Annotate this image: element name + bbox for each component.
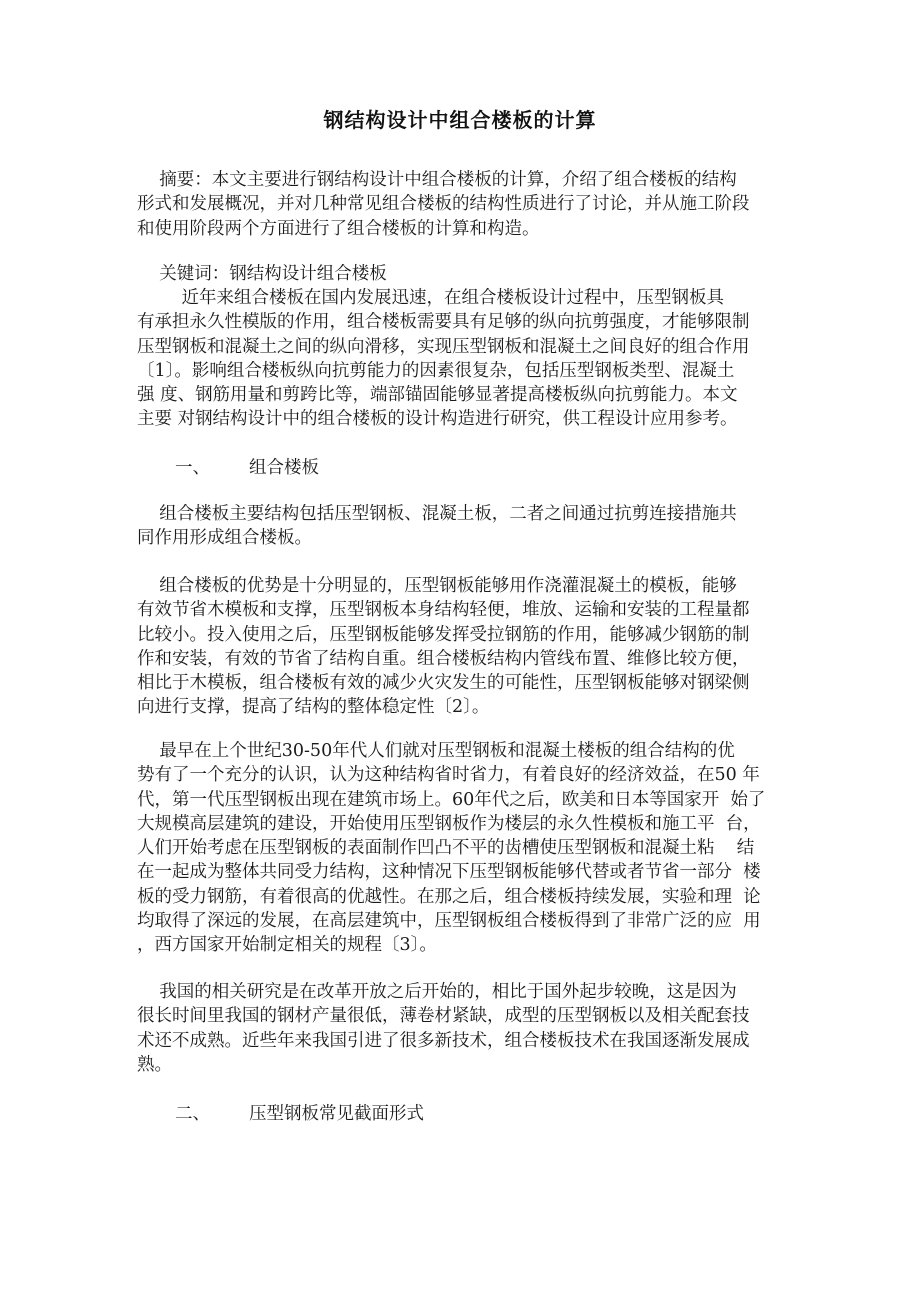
text-line: 代，第一代压型钢板出现在建筑市场上。60年代之后，欧美和日本等国家开 始了 [137, 789, 766, 810]
text-line: 主要 对钢结构设计中的组合楼板的设计构造进行研究，供工程设计应用参考。 [137, 409, 738, 430]
text-line: ，西方国家开始制定相关的规程〔3〕。 [137, 935, 437, 956]
section-heading-1 [175, 454, 319, 479]
document-title: 钢结构设计中组合楼板的计算 [323, 108, 597, 132]
text-line: 均取得了深远的发展，在高层建筑中，压型钢板组合楼板得到了非常广泛的应 用 [137, 911, 761, 932]
text-line: 和使用阶段两个方面进行了组合楼板的计算和构造。 [137, 218, 540, 239]
text-line: 组合楼板主要结构包括压型钢板、混凝土板，二者之间通过抗剪连接措施共 [137, 504, 737, 524]
text-line: 我国的相关研究是在改革开放之后开始的，相比于国外起步较晚，这是因为 [137, 982, 737, 1002]
keywords-paragraph [137, 262, 787, 286]
body-paragraph [137, 574, 787, 720]
section-title: 压型钢板常见截面形式 [249, 1104, 424, 1124]
text-line: 板的受力钢筋，有着很高的优越性。在那之后，组合楼板持续发展，实验和理 论 [137, 886, 761, 907]
text-line: 比较小。投入使用之后，压型钢板能够发挥受拉钢筋的作用，能够减少钢筋的制 [137, 624, 750, 645]
text-line: 形式和发展概况，并对几种常见组合楼板的结构性质进行了讨论，并从施工阶段 [137, 194, 750, 215]
text-line: 强 度、钢筋用量和剪跨比等，端部锚固能够显著提高楼板纵向抗剪能力。本文 [137, 385, 738, 406]
text-line: 〔1〕。影响组合楼板纵向抗剪能力的因素很复杂，包括压型钢板类型、混凝土 [137, 360, 735, 381]
text-line: 最早在上个世纪30-50年代人们就对压型钢板和混凝土楼板的组合结构的优 [137, 741, 735, 761]
section-heading-2 [175, 1100, 424, 1125]
abstract-paragraph [137, 168, 787, 241]
text-line: 摘要：本文主要进行钢结构设计中组合楼板的计算，介绍了组合楼板的结构 [137, 170, 737, 190]
text-line: 熟。 [137, 1054, 172, 1075]
text-line: 术还不成熟。近些年来我国引进了很多新技术，组合楼板技术在我国逐渐发展成 [137, 1030, 750, 1051]
text-line: 组合楼板的优势是十分明显的，压型钢板能够用作浇灌混凝土的模板，能够 [137, 576, 737, 596]
section-number: 一、 [175, 458, 210, 478]
text-line: 势有了一个充分的认识，认为这种结构省时省力，有着良好的经济效益，在50 年 [137, 765, 760, 786]
section-number: 二、 [175, 1104, 210, 1124]
text-line: 大规模高层建筑的建设，开始使用压型钢板作为楼层的永久性模板和施工平 台， [137, 813, 761, 834]
text-line: 有效节省木模板和支撑，压型钢板本身结构轻便，堆放、运输和安装的工程量都 [137, 600, 750, 621]
text-line: 相比于木模板，组合楼板有效的减少火灾发生的可能性，压型钢板能够对钢梁侧 [137, 673, 750, 694]
text-line: 很长时间里我国的钢材产量很低，薄卷材紧缺，成型的压型钢板以及相关配套技 [137, 1006, 750, 1027]
body-paragraph [137, 980, 787, 1077]
text-line: 关键词：钢结构设计组合楼板 [137, 264, 387, 284]
text-line: 作和安装，有效的节省了结构自重。组合楼板结构内管线布置、维修比较方便， [137, 648, 750, 669]
text-line: 人们开始考虑在压型钢板的表面制作凹凸不平的齿槽使压型钢板和混凝土粘 结 [137, 838, 755, 859]
body-paragraph [137, 739, 787, 958]
text-line: 近年来组合楼板在国内发展迅速，在组合楼板设计过程中，压型钢板具 [137, 288, 724, 308]
section-title: 组合楼板 [249, 458, 319, 478]
body-paragraph [137, 502, 787, 551]
text-line: 向进行支撑，提高了结构的整体稳定性〔2〕。 [137, 697, 490, 718]
intro-paragraph [137, 286, 787, 432]
text-line: 同作用形成组合楼板。 [137, 528, 312, 549]
text-line: 压型钢板和混凝土之间的纵向滑移，实现压型钢板和混凝土之间良好的组合作用 [137, 336, 750, 357]
text-line: 有承担永久性模版的作用，组合楼板需要具有足够的纵向抗剪强度，才能够限制 [137, 312, 750, 333]
text-line: 在一起成为整体共同受力结构，这种情况下压型钢板能够代替或者节省一部分 楼 [137, 862, 761, 883]
